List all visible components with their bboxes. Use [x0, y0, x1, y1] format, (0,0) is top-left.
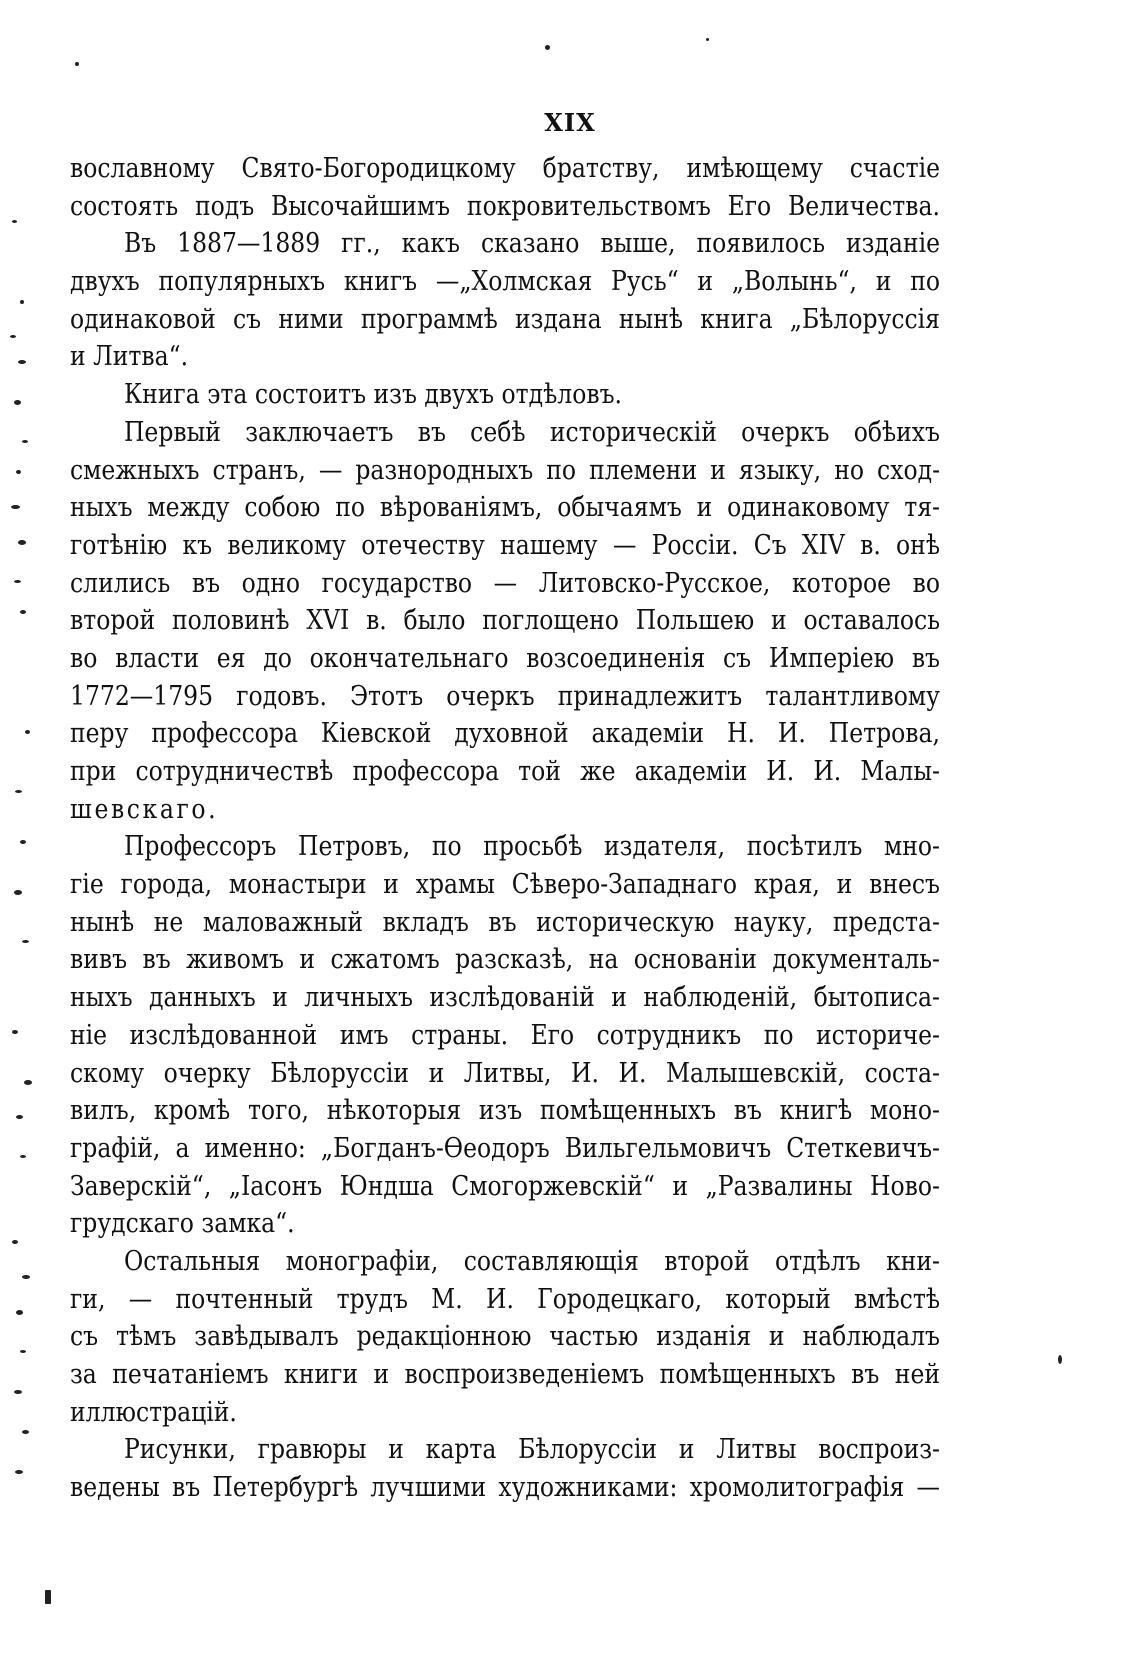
document-body [70, 150, 940, 1507]
text-line: скому очерку Бѣлоруссіи и Литвы, И. И. Малышевскій, соста- [70, 1057, 940, 1089]
text-line: во власти ея до окончательнаго возсоединенія съ Имперіею въ [70, 642, 940, 674]
text-line: перу профессора Кіевской духовной академіи Н. И. Петрова, [70, 718, 940, 750]
scan-margin-noise [0, 200, 60, 1650]
text-line: вивъ въ живомъ и сжатомъ разсказѣ, на основаніи документаль- [70, 944, 940, 976]
text-line: вилъ, кромѣ того, нѣкоторыя изъ помѣщенныхъ въ книгѣ моно- [70, 1095, 940, 1127]
text-line: Остальныя монографіи, составляющія второй отдѣлъ кни- [123, 1245, 940, 1277]
text-line: Заверскій“, „Іасонъ Юндша Смогоржевскій“ и „Развалины Ново- [70, 1170, 940, 1202]
text-line: состоять подъ Высочайшимъ покровительствомъ Его Величества. [70, 190, 940, 222]
text-line: шевскаго. [70, 793, 219, 825]
text-line: гіе города, монастыри и храмы Сѣверо-Западнаго края, и внесъ [70, 869, 940, 901]
text-line: Книга эта состоитъ изъ двухъ отдѣловъ. [123, 379, 623, 411]
text-line: ныхъ данныхъ и личныхъ изслѣдованій и наблюденій, бытописа- [70, 982, 940, 1014]
text-line: и Литва“. [70, 341, 189, 373]
text-line: второй половинѣ XVI в. было поглощено Польшею и оставалось [70, 605, 940, 637]
page-number: XIX [544, 108, 596, 137]
text-line: ги, — почтенный трудъ М. И. Городецкаго, который вмѣстѣ [70, 1283, 940, 1315]
text-line: ныхъ между собою по вѣрованіямъ, обычаямъ и одинаковому тя- [70, 492, 940, 524]
text-line: ніе изслѣдованной имъ страны. Его сотрудникъ по историче- [70, 1019, 940, 1051]
text-line: при сотрудничествѣ профессора той же академіи И. И. Малы- [70, 756, 940, 787]
text-line: двухъ популярныхъ книгъ —„Холмская Русь“ и „Волынь“, и по [70, 266, 940, 298]
text-line: за печатаніемъ книги и воспроизведеніемъ помѣщенныхъ въ ней [70, 1359, 940, 1390]
scan-speck [75, 62, 79, 66]
text-line: Первый заключаетъ въ себѣ историческій очеркъ обѣихъ [123, 416, 940, 448]
scan-speck [545, 45, 550, 50]
text-line: графій, а именно: „Богданъ-Ѳеодоръ Вильгельмовичъ Стеткевичъ- [70, 1132, 940, 1164]
text-line: Рисунки, гравюры и карта Бѣлоруссіи и Литвы воспроиз- [123, 1434, 940, 1466]
text-line: готѣнію къ великому отечеству нашему — Россіи. Съ XIV в. онѣ [70, 529, 940, 561]
text-line: ведены въ Петербургѣ лучшими художниками: хромолитографія — [70, 1472, 940, 1504]
scan-speck [706, 38, 709, 41]
text-line: вославному Свято-Богородицкому братству, имѣющему счастіе [70, 153, 940, 184]
text-line: слились въ одно государство — Литовско-Русское, которое во [70, 567, 940, 599]
text-line: иллюстрацій. [70, 1396, 237, 1428]
scan-speck [1058, 1355, 1062, 1364]
text-line: съ тѣмъ завѣдывалъ редакціонною частью изданія и наблюдалъ [70, 1321, 940, 1353]
text-line: грудскаго замка“. [70, 1208, 295, 1240]
text-line: смежныхъ странъ, — разнородныхъ по племени и языку, но сход- [70, 454, 940, 486]
text-line: нынѣ не маловажный вкладъ въ историческую науку, предста- [70, 906, 940, 938]
text-line: одинаковой съ ними программѣ издана нынѣ книга „Бѣлоруссія [70, 303, 940, 335]
text-line: Въ 1887—1889 гг., какъ сказано выше, появилось изданіе [123, 228, 940, 260]
text-line: 1772—1795 годовъ. Этотъ очеркъ принадлежитъ талантливому [70, 680, 940, 712]
text-line: Профессоръ Петровъ, по просьбѣ издателя, посѣтилъ мно- [123, 831, 940, 863]
